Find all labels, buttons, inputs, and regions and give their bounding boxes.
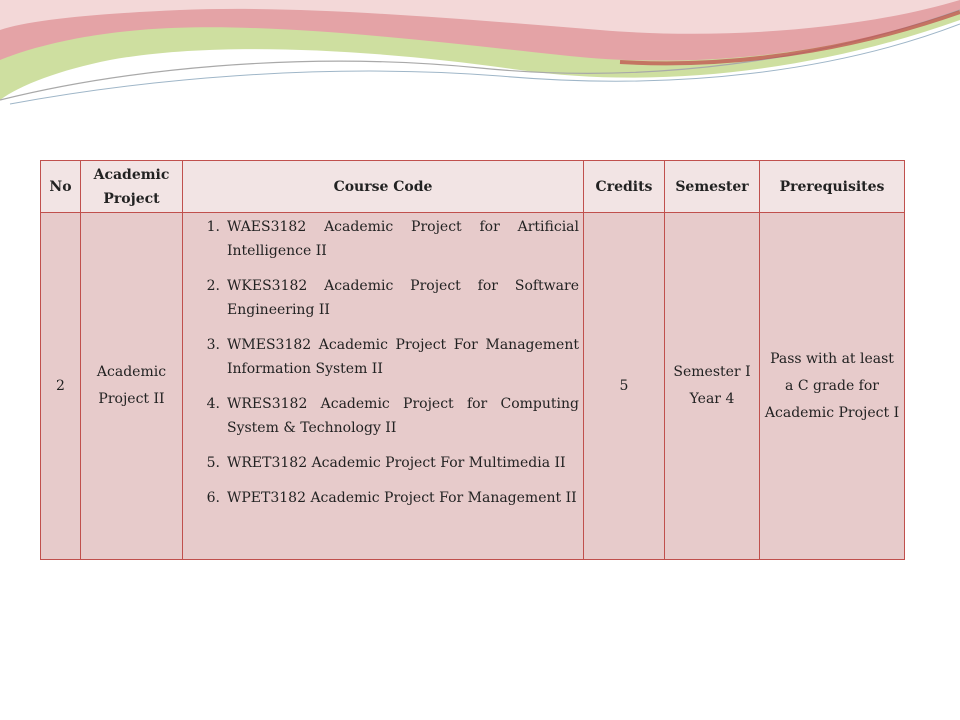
header-prerequisites: Prerequisites: [760, 161, 905, 213]
list-number: 4.: [206, 396, 220, 412]
cell-academic-project: Academic Project II: [81, 213, 183, 560]
header-semester: Semester: [665, 161, 760, 213]
course-table: [40, 160, 905, 560]
course-text: WRES3182 Academic Project for Computing System & Technology II: [227, 396, 579, 436]
semester-line: Semester I: [673, 364, 751, 380]
list-number: 1.: [206, 219, 220, 235]
list-item: [187, 392, 579, 440]
cell-course-codes: [183, 213, 584, 560]
list-number: 6.: [206, 490, 220, 506]
course-text: WPET3182 Academic Project For Management II: [227, 490, 577, 506]
decorative-wave-header: [0, 0, 960, 130]
header-academic-project: Academic Project: [81, 161, 183, 213]
course-text: WMES3182 Academic Project For Management Information System II: [227, 337, 579, 377]
header-no: No: [41, 161, 81, 213]
list-item: [187, 215, 579, 263]
course-text: WAES3182 Academic Project for Artificial Intelligence II: [227, 219, 579, 259]
list-number: 2.: [206, 278, 220, 294]
cell-credits: 5: [584, 213, 665, 560]
list-number: 3.: [206, 337, 220, 353]
list-number: 5.: [206, 455, 220, 471]
course-text: WKES3182 Academic Project for Software Engineering II: [227, 278, 579, 318]
list-item: [187, 333, 579, 381]
list-item: [187, 274, 579, 322]
list-item: [187, 451, 579, 475]
list-item: [187, 486, 579, 510]
cell-semester: [665, 213, 760, 560]
cell-no: 2: [41, 213, 81, 560]
table-header-row: [41, 161, 905, 213]
year-line: Year 4: [689, 391, 735, 407]
header-credits: Credits: [584, 161, 665, 213]
course-text: WRET3182 Academic Project For Multimedia II: [227, 455, 566, 471]
table-row: [41, 213, 905, 560]
cell-prerequisites: Pass with at least a C grade for Academic Project I: [760, 213, 905, 560]
header-course-code: Course Code: [183, 161, 584, 213]
course-list: [187, 215, 579, 510]
